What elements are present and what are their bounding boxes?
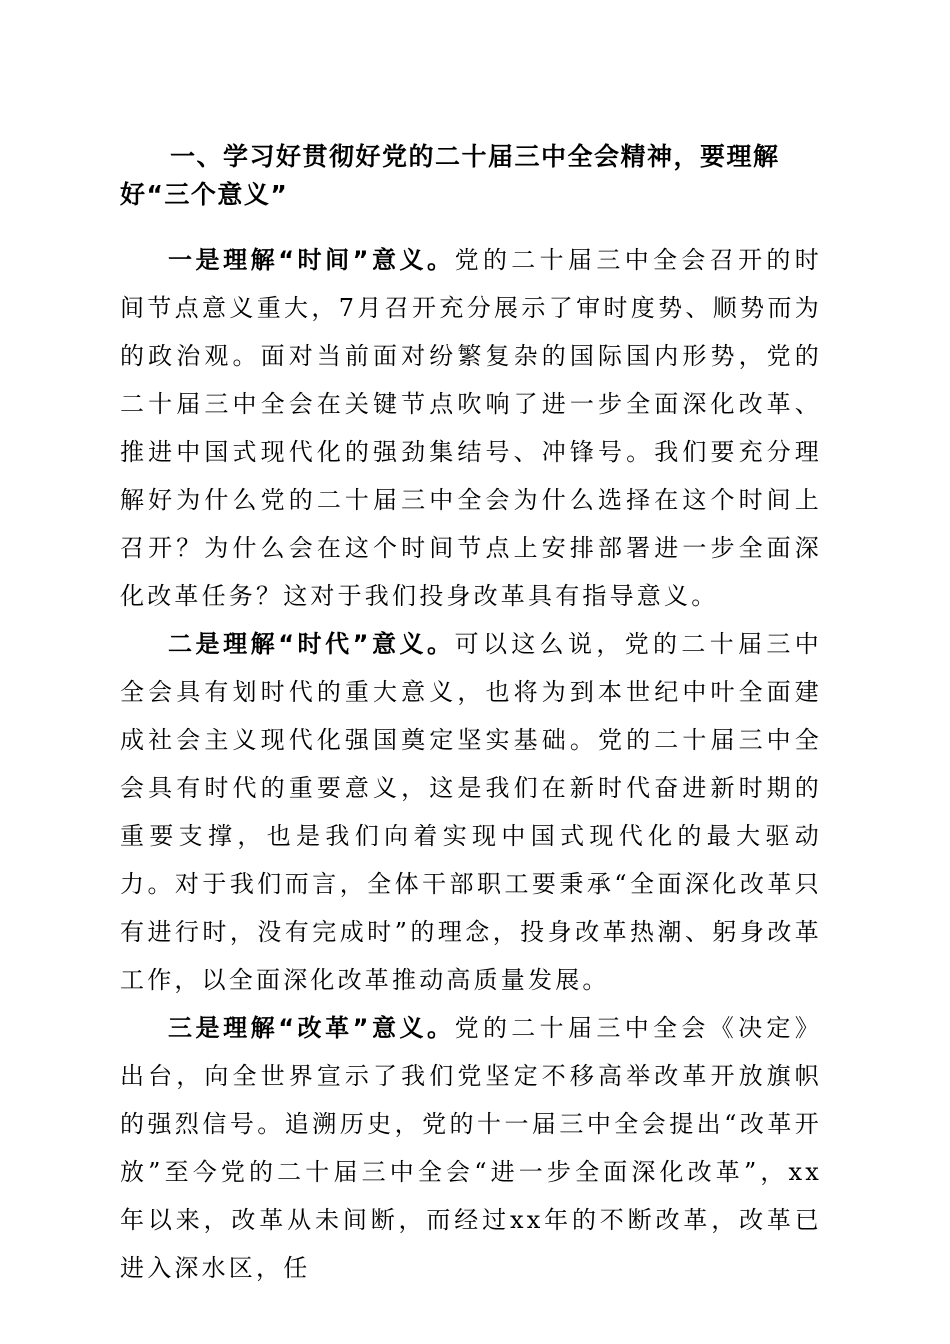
paragraph-body: 党的二十届三中全会召开的时间节点意义重大，7月召开充分展示了审时度势、顺势而为的政治观。面对当前面对纷繁复杂的国际国内形势，党的二十届三中全会在关键节点吹响了进一步全面深化改革、推进中国式现代化的强劲集结号、冲锋号。我们要充分理解好为什么党的二十届三中全会为什么选择在这个时间上召开？为什么会在这个时间节点上安排部署进一步全面深化改革任务？这对于我们投身改革具有指导意义。 bbox=[120, 246, 822, 610]
paragraph-body: 可以这么说，党的二十届三中全会具有划时代的重大意义，也将为到本世纪中叶全面建成社会主义现代化强国奠定坚实基础。党的二十届三中全会具有时代的重要意义，这是我们在新时代奋进新时期的重要支撑，也是我们向着实现中国式现代化的最大驱动力。对于我们而言，全体干部职工要秉承“全面深化改革只有进行时，没有完成时”的理念，投身改革热潮、躬身改革工作，以全面深化改革推动高质量发展。 bbox=[120, 630, 822, 994]
paragraph-time-meaning bbox=[120, 236, 822, 620]
paragraph-lead: 二是理解“时代”意义。 bbox=[168, 630, 455, 658]
paragraph-era-meaning bbox=[120, 620, 822, 1004]
section-heading-block bbox=[120, 138, 822, 214]
paragraph-reform-meaning bbox=[120, 1004, 822, 1292]
paragraph-lead: 一是理解“时间”意义。 bbox=[168, 246, 455, 274]
paragraph-body: 党的二十届三中全会《决定》出台，向全世界宣示了我们党坚定不移高举改革开放旗帜的强烈信号。追溯历史，党的十一届三中全会提出“改革开放”至今党的二十届三中全会“进一步全面深化改革”，xx年以来，改革从未间断，而经过xx年的不断改革，改革已进入深水区，任 bbox=[120, 1014, 822, 1282]
section-heading: 一、学习好贯彻好党的二十届三中全会精神，要理解好“三个意义” bbox=[120, 142, 780, 209]
paragraph-lead: 三是理解“改革”意义。 bbox=[168, 1014, 455, 1042]
